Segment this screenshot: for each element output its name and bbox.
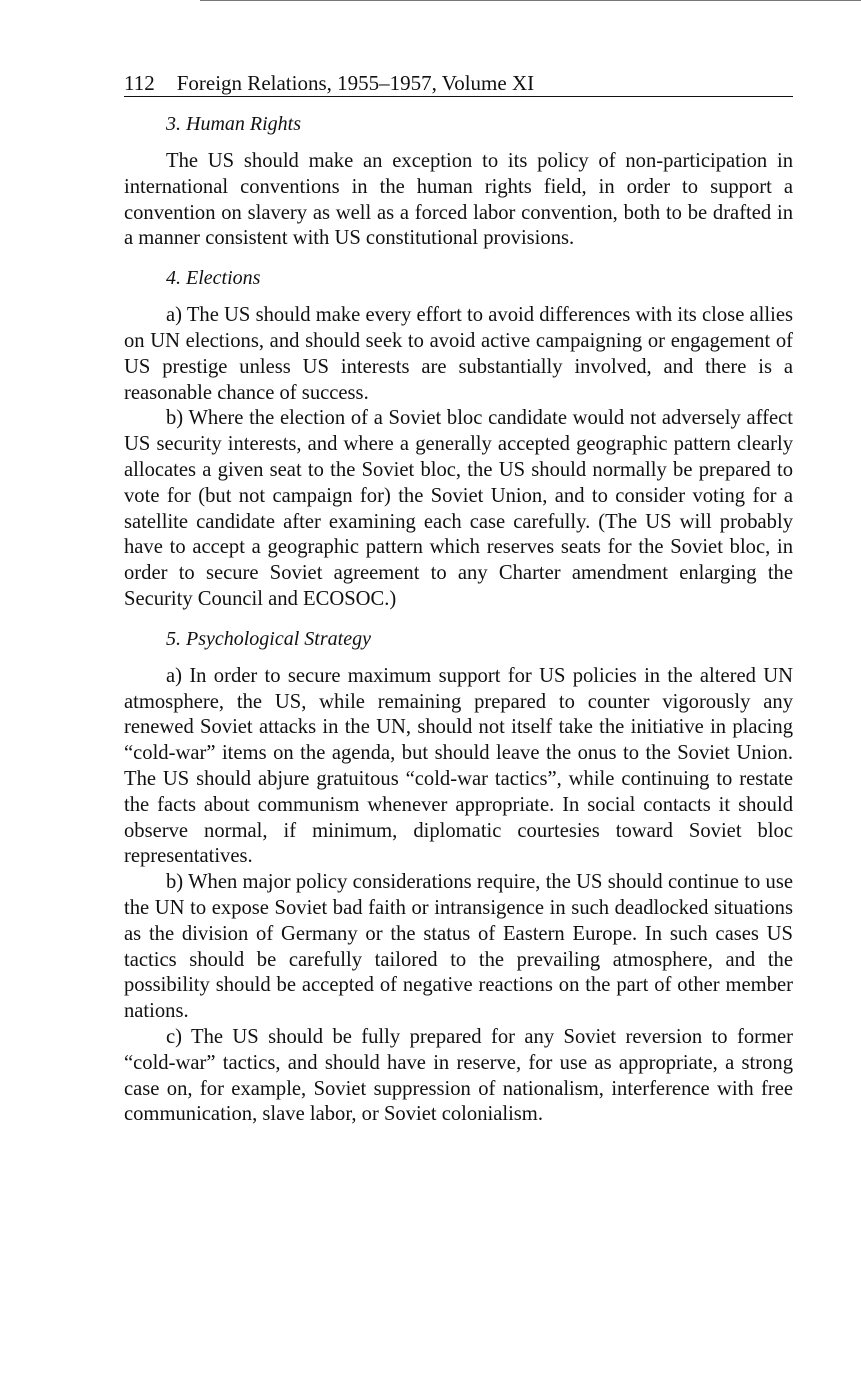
paragraph: c) The US should be fully prepared for any Soviet reversion to former “cold-war” tactics, and should have in reserve, for use as appropriate, a strong case on, for example, Soviet suppression of nationalism, interference with free communication, slave labor, or Soviet colonialism. — [124, 1025, 793, 1126]
page-number: 112 — [124, 71, 155, 95]
document-page — [124, 70, 793, 1128]
running-header — [124, 70, 793, 97]
section-psychological-strategy — [124, 626, 793, 1128]
paragraph: a) The US should make every effort to avoid differences with its close allies on UN elections, and should seek to avoid active campaigning or engagement of US prestige unless US interests are substantially involved, and there is a reasonable chance of success. — [124, 304, 793, 404]
running-title: Foreign Relations, 1955–1957, Volume XI — [176, 71, 535, 95]
paragraph: b) Where the election of a Soviet bloc candidate would not adversely affect US security interests, and where a generally accepted geographic pattern clearly allocates a given seat to the Soviet bloc, the US should normally be prepared to vote for (but not campaign for) the Soviet Union, and to consider voting for a satellite candidate after examining each case carefully. (The US will probably have to accept a geographic pattern which reserves seats for the Soviet bloc, in order to secure Soviet agreement to any Charter amendment enlarging the Security Council and ECOSOC.) — [124, 407, 793, 610]
top-scan-rule — [200, 0, 861, 1]
paragraph: a) In order to secure maximum support for US policies in the altered UN atmosphere, the US, while remaining prepared to counter vigorously any renewed Soviet attacks in the UN, should not itself take the initiative in placing “cold-war” items on the agenda, but should leave the onus to the Soviet Union. The US should abjure gratuitous “cold-war tactics”, while continuing to restate the facts about communism whenever appropriate. In social contacts it should observe normal, if minimum, diplomatic courtesies toward Soviet bloc representatives. — [124, 664, 793, 868]
paragraph: b) When major policy considerations require, the US should continue to use the UN to expose Soviet bad faith or intransigence in such deadlocked situations as the division of Germany or the status of Eastern Europe. In such cases US tactics should be carefully tailored to the prevailing atmosphere, and the possibility should be accepted of negative reactions on the part of other member nations. — [124, 871, 793, 1023]
paragraph: The US should make an exception to its policy of non-participation in international conventions in the human rights field, in order to support a convention on slavery as well as a forced labor convention, both to be drafted in a manner consistent with US constitutional provisions. — [124, 150, 793, 250]
section-elections — [124, 265, 793, 613]
section-heading: 3. Human Rights — [166, 113, 301, 135]
section-heading: 5. Psychological Strategy — [166, 627, 371, 650]
section-heading: 4. Elections — [166, 267, 261, 290]
section-human-rights — [124, 111, 793, 252]
